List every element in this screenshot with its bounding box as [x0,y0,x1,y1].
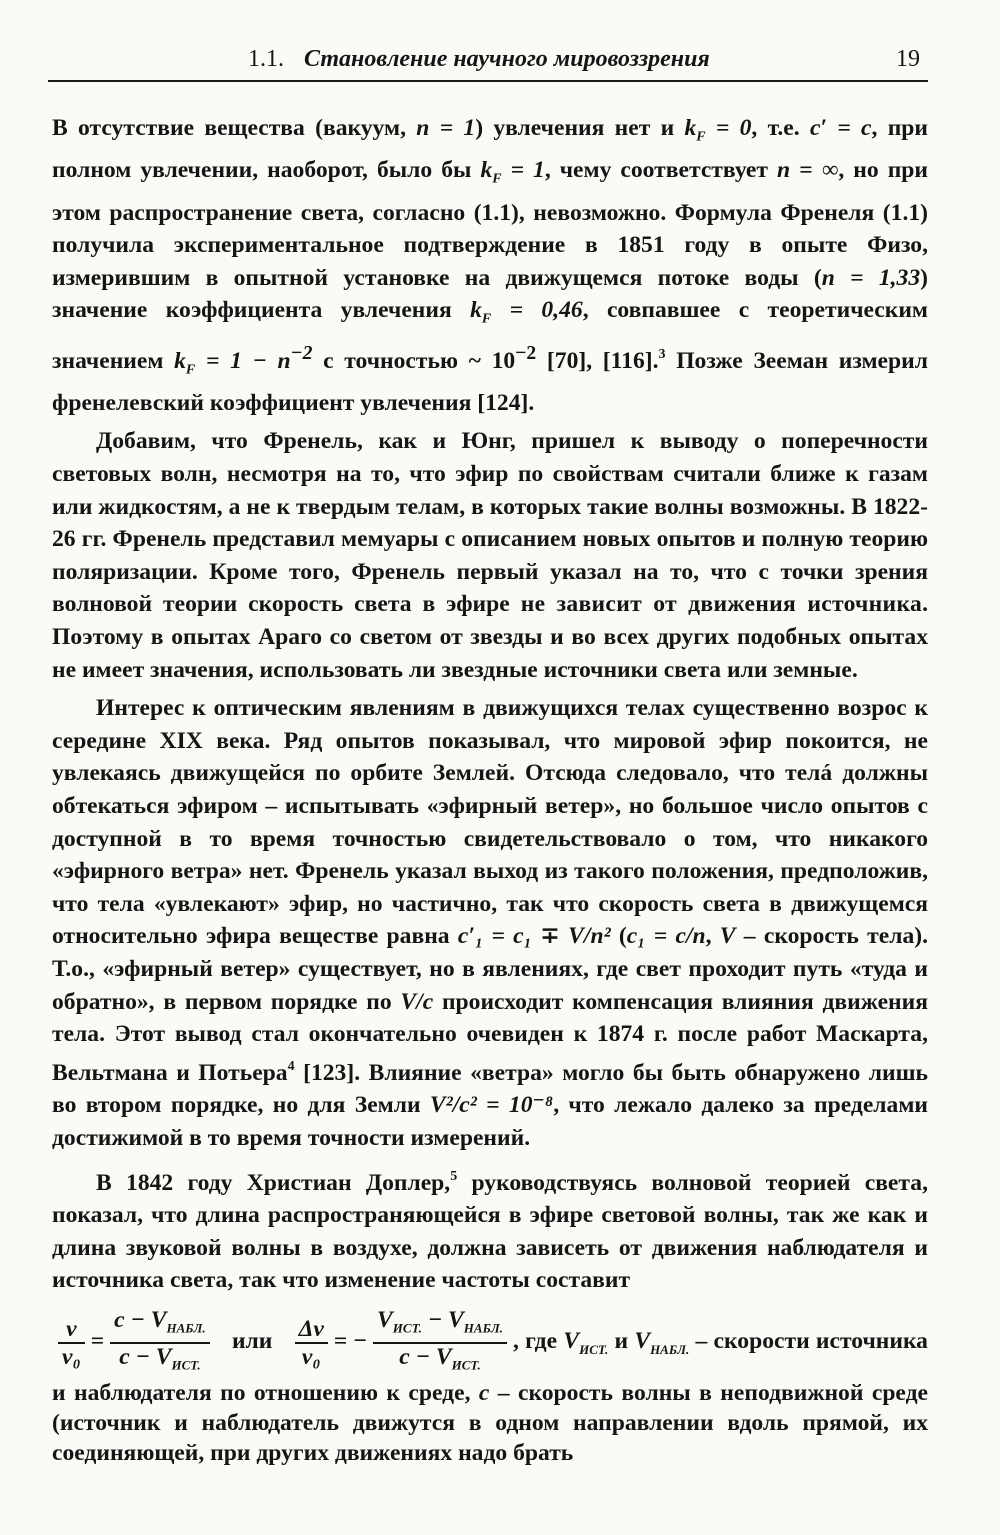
fraction-delta-nu: $\frac{\Delta\nu}{\text{ν₀}}$ [295,1316,328,1370]
math-n-inf: n = ∞ [776,157,839,184]
text: , чему соответствует [544,157,777,184]
math-v-over-c: V/c [400,988,434,1015]
text: , что лежало далеко за пределами достижимой в то время точности измерений. [52,1092,928,1151]
paragraph-4 [52,1161,928,1297]
text: , при полном увлечении, наоборот, было бы [52,115,929,184]
text: с точностью ~ 10 [312,347,516,374]
text: – скорость волны в неподвижной среде (источник и наблюдатель движутся в одном направлении вдоль прямой, их соединяющей, при других движениях надо брать [52,1380,929,1467]
text: и [608,1328,635,1355]
text: , т.е. [751,115,810,141]
text: В отсутствие вещества (вакуум, [52,115,417,141]
text: . Поэтому в опытах Араго со светом от звезды и во всех других подобных опытах не имеет значения, использовать ли звездные источники света или земные. [52,591,928,683]
text: , совпавшее с теоретическим значением [52,297,928,374]
running-header [48,44,928,82]
text: В 1842 году Христиан Доплер, [96,1169,451,1196]
text: Позже Зееман измерил френелевский коэффициент увлечения [124]. [52,347,928,416]
fraction-doppler-2: $\frac{V_{ИСТ.} - V_{НАБЛ.}}{c - V_{ИСТ.}}$ [373,1307,507,1378]
math-v: V [634,1328,651,1355]
subscript: НАБЛ. [650,1341,690,1357]
paragraph-1 [52,112,928,419]
text: – скорость тела). Т.о., «эфирный ветер» существует, но в явлениях, где свет проходит путь «туда и обратно», в первом порядке по [52,923,928,1015]
page-body [52,112,928,1476]
footnote-mark: 4 [287,1058,295,1074]
text: ( [610,923,627,950]
math-kf: $k_F = 0,46$ [470,297,583,328]
text: Интерес к оптическим явлениям в движущихся телах существенно возрос к середине XIX века. Ряд опытов показывал, что мировой эфир покоится, не увлекаясь движущейся по орбите Землей. Отсюда следовало, что телá должны обтекаться эфиром – испытывать «эфирный ветер», но большое число опытов с доступной в то время точностью свидетельствовало о том, что никакого «эфирного ветра» нет. Френель указал выход из такого положения, предположив, что тела «увлекают» эфир, но частично, так что скорость света в движущемся относительно эфира веществе равна [52,695,928,950]
doppler-formula-line: $\frac{\nu}{\text{ν₀}}$ = $\frac{c - V_{НАБЛ.}}{c - V_{ИСТ.}}$ или $\frac{\Delta\nu}{\text{ν₀}}$ = − $\frac{V_{ИСТ.} - V_{НАБЛ.}}{c - V_{ИСТ.}}$ , где $V_{ИСТ.}$ и $V_{НАБЛ.}$ – скорости источника и наблюдателя по отношению к среде, c – скорость волны в неподвижной среде (источник и наблюдатель движутся в одном направлении вдоль прямой, их соединяющей, при других движениях надо брать [52,1306,929,1467]
math-c: c′ = c [809,115,872,141]
math-kf: $k_F = 1$ [480,157,545,188]
exponent: −2 [515,341,537,364]
text: Добавим, что Френель, как и Юнг, пришел к выводу о поперечности световых волн, несмотря на то, что эфир по свойствам считали ближе к газам или жидкостям, а не к твердым телам, в которых такие волны возможны. В 1822-26 гг. Френель представил мемуары с описанием новых опытов и полную теорию поляризации. Кроме того, Френель первый указал на то, что с точки зрения волновой теории скорость света в эфире [52,428,928,618]
math-n: n = 1 [416,115,476,141]
math-kf: $k_F = 0$ [684,115,752,145]
fraction-nu-ratio: $\frac{\nu}{\text{ν₀}}$ [58,1316,85,1370]
math-v2-c2: V²/c² = 10⁻⁸ [429,1092,554,1119]
text: , где [513,1328,564,1355]
math-v: V [719,923,736,950]
text: происходит компенсация влияния движения тела. Этот вывод стал окончательно очевиден к 1874 г. после работ Маскарта, Вельтмана и Потьера [52,988,928,1086]
subscript: ИСТ. [579,1341,609,1357]
section-number: 1.1. [248,46,284,72]
emphasis: не зависит от движения источника [520,591,923,618]
text: , но при этом распространение света, согласно (1.1), невозможно. Формула Френеля (1.1) получила экспериментальное подтверждение в 1851 году в опыте Физо, измерившим в опытной установке на движущемся потоке воды ( [52,157,929,291]
math-fresnel-velocity: c′₁ = c₁ ∓ V/n² [457,923,611,950]
math-n: n = 1,33 [821,264,921,291]
math-kf-theory: $k_F = 1 - n^{-2}$ [174,341,313,378]
footnote-mark: 5 [450,1168,458,1184]
footnote-mark: 3 [658,346,666,362]
word-or: или [231,1328,273,1355]
page-number: 19 [896,46,920,72]
paragraph-3 [52,692,928,1154]
math-c1: c₁ = c/n [626,923,706,950]
text: [123]. Влияние «ветра» могло бы быть обнаружено лишь во втором порядке, но для Земли [52,1059,928,1119]
text: ) значение коэффициента увлечения [52,264,928,324]
section-title: Становление научного мировоззрения [304,46,710,72]
fraction-doppler-1: $\frac{c - V_{НАБЛ.}}{c - V_{ИСТ.}}$ [110,1307,210,1378]
text: ) увлечения нет и [475,115,685,141]
text: [70], [116]. [536,347,659,374]
math-c: c [478,1380,490,1407]
text: руководствуясь волновой теорией света, показал, что длина распространяющейся в эфире световой волны, так же как и длина звуковой волны в воздухе, должна зависеть от движения наблюдателя и источника света, так что изменение частоты составит [52,1169,928,1294]
math-v: V [563,1328,580,1355]
paragraph-2 [52,425,928,686]
text: , [705,923,720,950]
text: – скорости источника и наблюдателя по отношению к среде, [52,1328,928,1407]
